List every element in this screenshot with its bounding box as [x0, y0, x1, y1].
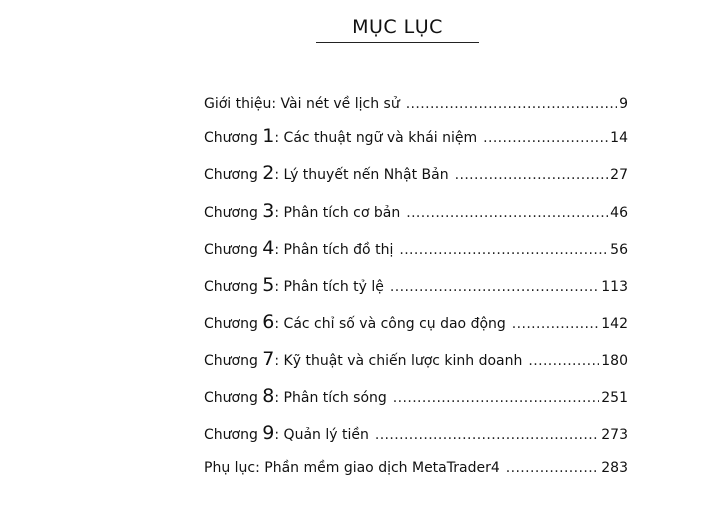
dot-leader: [399, 242, 608, 258]
page-number: 283: [601, 460, 628, 476]
dot-leader: [483, 130, 608, 146]
toc-entry-chapter-9[interactable]: [204, 424, 628, 443]
dot-leader: [512, 316, 599, 332]
title-underline: [316, 42, 479, 43]
entry-prefix: Chương: [204, 242, 263, 258]
toc-entry-chapter-4[interactable]: [204, 239, 628, 258]
chapter-number: 1: [262, 125, 275, 147]
dot-leader: [406, 205, 608, 221]
page-title: MỤC LỤC: [352, 16, 443, 38]
page-number: 46: [610, 205, 628, 221]
dot-leader: [528, 353, 599, 369]
chapter-number: 3: [262, 200, 275, 222]
page-number: 113: [601, 279, 628, 295]
chapter-number: 8: [262, 385, 275, 407]
toc-entry-chapter-5[interactable]: [204, 276, 628, 295]
entry-title: : Phân tích đồ thị: [274, 242, 394, 258]
entry-prefix: Chương: [204, 130, 263, 146]
toc-entry-intro[interactable]: [204, 93, 628, 112]
dot-leader: [390, 279, 599, 295]
entry-prefix: Chương: [204, 205, 263, 221]
chapter-number: 4: [262, 237, 275, 259]
chapter-number: 2: [262, 162, 275, 184]
entry-prefix: Chương: [204, 353, 263, 369]
page-number: 273: [601, 427, 628, 443]
chapter-number: 5: [262, 274, 275, 296]
dot-leader: [455, 167, 609, 183]
page-number: 9: [619, 96, 628, 112]
toc-entry-chapter-3[interactable]: [204, 202, 628, 221]
entry-title: : Phân tích cơ bản: [274, 205, 401, 221]
toc-entry-chapter-8[interactable]: [204, 387, 628, 406]
entry-title: : Lý thuyết nến Nhật Bản: [274, 167, 449, 183]
entry-prefix: Chương: [204, 316, 263, 332]
entry-title: : Quản lý tiền: [274, 427, 369, 443]
dot-leader: [406, 96, 617, 112]
page-number: 251: [601, 390, 628, 406]
page-number: 27: [610, 167, 628, 183]
entry-title: : Các chỉ số và công cụ dao động: [274, 316, 506, 332]
chapter-number: 6: [262, 311, 275, 333]
entry-prefix: Chương: [204, 427, 263, 443]
page-number: 142: [601, 316, 628, 332]
entry-title: : Phân tích tỷ lệ: [274, 279, 384, 295]
dot-leader: [393, 390, 599, 406]
toc-entry-chapter-6[interactable]: [204, 313, 628, 332]
page-number: 14: [610, 130, 628, 146]
entry-title: Phụ lục: Phần mềm giao dịch MetaTrader4: [204, 460, 500, 476]
entry-prefix: Chương: [204, 167, 263, 183]
chapter-number: 7: [262, 348, 275, 370]
toc-entry-appendix[interactable]: [204, 457, 628, 476]
entry-title: : Các thuật ngữ và khái niệm: [274, 130, 478, 146]
entry-title: Giới thiệu: Vài nét về lịch sử: [204, 96, 400, 112]
chapter-number: 9: [262, 422, 275, 444]
toc-entry-chapter-7[interactable]: [204, 350, 628, 369]
entry-title: : Phân tích sóng: [274, 390, 387, 406]
dot-leader: [375, 427, 599, 443]
toc-entry-chapter-2[interactable]: [204, 164, 628, 183]
entry-prefix: Chương: [204, 390, 263, 406]
entry-title: : Kỹ thuật và chiến lược kinh doanh: [274, 353, 523, 369]
page-number: 56: [610, 242, 628, 258]
page-number: 180: [601, 353, 628, 369]
toc-entry-chapter-1[interactable]: [204, 127, 628, 146]
dot-leader: [506, 460, 600, 476]
entry-prefix: Chương: [204, 279, 263, 295]
